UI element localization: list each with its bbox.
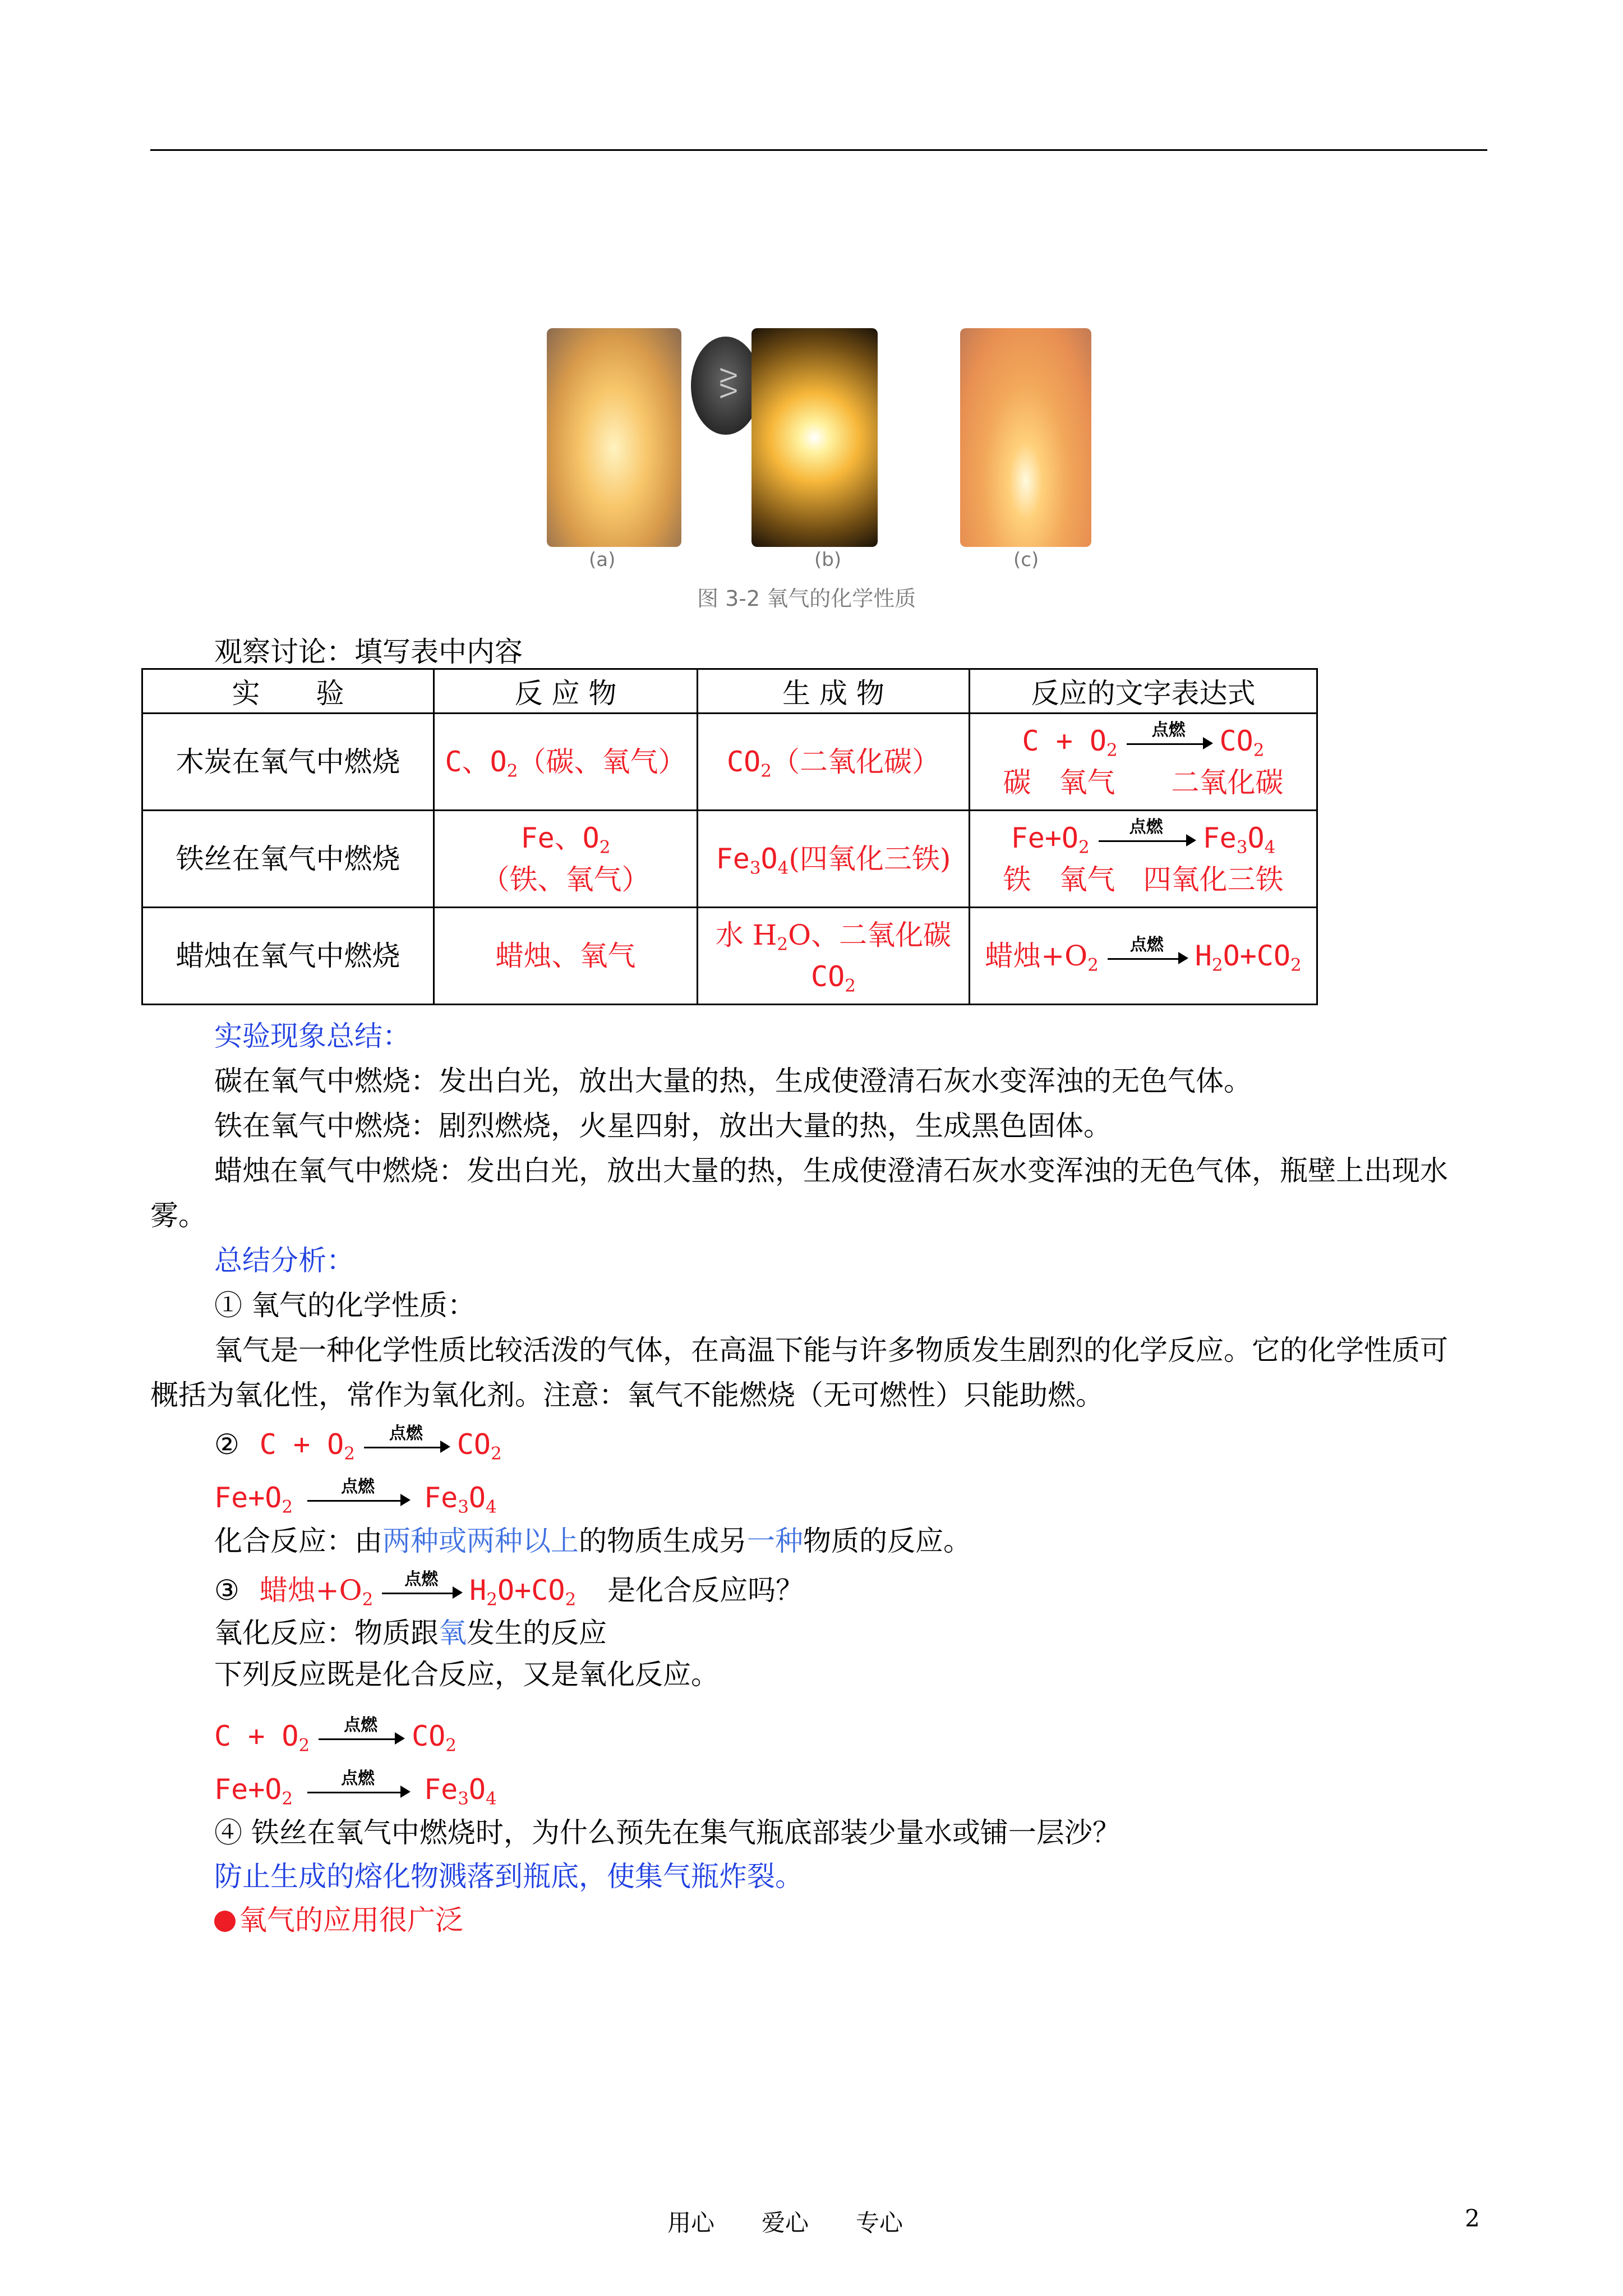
word-equation: $Fe+O_2$ 点燃 $Fe_3O_4$ (1011, 817, 1276, 858)
photo-jar-a (547, 328, 681, 547)
which-question: 下列反应既是化合反应，又是氧化反应。 (214, 1658, 719, 1691)
summary-line: 铁在氧气中燃烧：剧烈燃烧，火星四射，放出大量的热，生成黑色固体。 (214, 1110, 1112, 1142)
point-1-text: 氧气是一种化学性质比较活泼的气体，在高温下能与许多物质发生剧烈的化学反应。它的化学性质可 (214, 1334, 1448, 1366)
reaction-arrow: 点燃 (382, 1591, 460, 1594)
reaction-arrow: 点燃 (1099, 839, 1194, 842)
footer-slogan: 用心 爱心 专心 (667, 2209, 903, 2237)
summary-line: 雾。 (150, 1199, 206, 1232)
summary-title: 实验现象总结： (214, 1020, 411, 1052)
combination-definition: 化合反应：由两种或两种以上的物质生成另一种物质的反应。 (214, 1525, 971, 1557)
summary-line: 蜡烛在氧气中燃烧：发出白光，放出大量的热，生成使澄清石灰水变浑浊的无色气体，瓶壁上出现水 (214, 1154, 1448, 1187)
experiment-cell: 铁丝在氧气中燃烧 (142, 811, 434, 908)
page-number: 2 (1465, 2205, 1480, 2232)
table-row (142, 908, 1317, 1005)
table-header: 生 成 物 (698, 669, 970, 714)
iron-equation: $Fe+O_2$ 点燃 $Fe_3O_4$ (214, 1476, 497, 1517)
equation-cell (970, 908, 1317, 1005)
reactant-cell: 蜡烛、氧气 (434, 908, 698, 1005)
bullet-dot-icon (214, 1911, 236, 1932)
table-row (142, 714, 1317, 811)
intro-text: 观察讨论：填写表中内容 (214, 636, 523, 668)
point-1-text: 概括为氧化性，常作为氧化剂。注意：氧气不能燃烧（无可燃性）只能助燃。 (150, 1379, 1104, 1411)
carbon-equation: $C + O_2$ 点燃 $CO_2$ (214, 1715, 457, 1756)
reaction-arrow: 点燃 (307, 1791, 408, 1793)
experiment-cell: 木炭在氧气中燃烧 (142, 714, 434, 811)
reaction-arrow: 点燃 (319, 1737, 403, 1740)
reactant-cell: C、$O_2$（碳、氧气） (434, 714, 698, 811)
equation-names: 铁 氧气 四氧化三铁 (1003, 863, 1284, 896)
product-cell: 水 $H_2O$、二氧化碳 $CO_2$ (698, 908, 970, 1005)
word-equation: $C + O_2$ 点燃 $CO_2$ (1022, 720, 1265, 761)
reaction-arrow: 点燃 (364, 1446, 448, 1448)
product-cell: $CO_2$（二氧化碳） (698, 714, 970, 811)
point-3-equation: ③ 蜡烛$+O_2$ 点燃 $H_2O+CO_2$ 是化合反应吗？ (214, 1569, 804, 1610)
reaction-arrow: 点燃 (1127, 742, 1211, 745)
table-header: 实 验 (142, 669, 434, 714)
equation-cell (970, 714, 1317, 811)
table-header: 反应的文字表达式 (970, 669, 1317, 714)
figure-label-a: (a) (589, 549, 616, 571)
observation-table (141, 668, 1318, 1005)
point-2-equation: ② $C + O_2$ 点燃 $CO_2$ (214, 1423, 502, 1464)
word-equation: 蜡烛$+O_2$ 点燃 $H_2O+CO_2$ (985, 935, 1302, 976)
iron-equation-2: $Fe+O_2$ 点燃 $Fe_3O_4$ (214, 1768, 497, 1809)
equation-cell (970, 811, 1317, 908)
equation-names: 碳 氧气 二氧化碳 (1003, 766, 1284, 799)
photo-disk (691, 337, 760, 435)
table-header-row (142, 669, 1317, 714)
summary-line: 碳在氧气中燃烧：发出白光，放出大量的热，生成使澄清石灰水变浑浊的无色气体。 (214, 1065, 1252, 1097)
figure-label-c: (c) (1013, 549, 1039, 571)
product-cell: $Fe_3O_4$(四氧化三铁) (698, 811, 970, 908)
point-4-question: ④ 铁丝在氧气中燃烧时，为什么预先在集气瓶底部装少量水或铺一层沙？ (214, 1816, 1121, 1849)
reaction-arrow: 点燃 (1108, 957, 1186, 960)
experiment-cell: 蜡烛在氧气中燃烧 (142, 908, 434, 1005)
table-row (142, 811, 1317, 908)
figure-caption: 图 3-2 氧气的化学性质 (697, 586, 916, 611)
point-1: ① 氧气的化学性质： (214, 1289, 476, 1322)
bullet-item: 氧气的应用很广泛 (214, 1901, 463, 1940)
analysis-title: 总结分析： (214, 1244, 354, 1277)
table-header: 反 应 物 (434, 669, 698, 714)
oxidation-definition: 氧化反应：物质跟氧发生的反应 (214, 1617, 607, 1649)
photo-jar-b (751, 328, 878, 547)
reaction-arrow: 点燃 (307, 1499, 408, 1502)
disk-text: ᐱᐱ (714, 367, 741, 399)
photo-jar-c (960, 328, 1091, 547)
header-rule (150, 149, 1487, 151)
figure-label-b: (b) (814, 549, 842, 571)
reactant-cell: Fe、$O_2$（铁、氧气） (434, 811, 698, 908)
point-4-answer: 防止生成的熔化物溅落到瓶底，使集气瓶炸裂。 (214, 1860, 803, 1893)
